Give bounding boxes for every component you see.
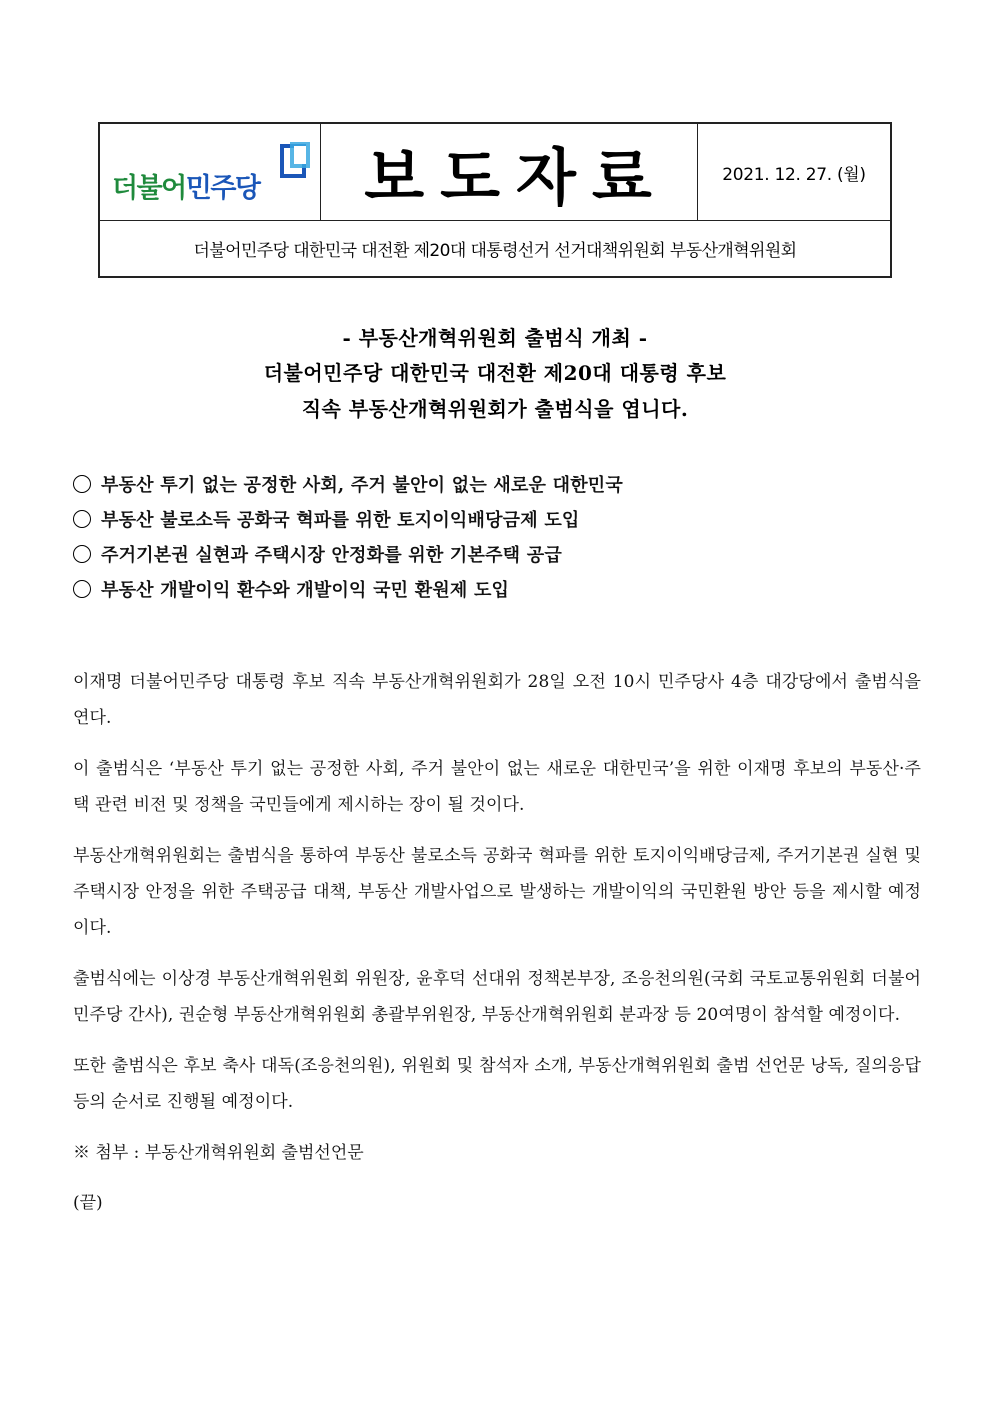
organization-name: 더불어민주당 대한민국 대전환 제20대 대통령선거 선거대책위원회 부동산개혁위원회: [193, 241, 797, 261]
attachment-note: ※ 첨부 : 부동산개혁위원회 출범선언문: [73, 1143, 364, 1163]
bullet-text: 부동산 개발이익 환수와 개발이익 국민 환원제 도입: [101, 579, 510, 601]
bullet-text: 주거기본권 실현과 주택시장 안정화를 위한 기본주택 공급: [101, 544, 562, 566]
body-paragraph: 부동산개혁위원회는 출범식을 통하여 부동산 불로소득 공화국 혁파를 위한 토지이익배당금제, 주거기본권 실현 및 주택시장 안정을 위한 주택공급 대책, 부동산 개발사업으로 발생하는 개발이익의 국민환원 방안 등을 제시할 예정이다.: [73, 846, 921, 938]
circle-bullet-icon: [73, 580, 91, 598]
party-logo-icon: [280, 142, 312, 182]
party-logo-cell: [100, 124, 321, 220]
body-text: [73, 664, 921, 1221]
body-paragraph: 또한 출범식은 후보 축사 대독(조응천의원), 위원회 및 참석자 소개, 부동산개혁위원회 출범 선언문 낭독, 질의응답 등의 순서로 진행될 예정이다.: [73, 1056, 921, 1112]
body-paragraph: 이재명 더불어민주당 대통령 후보 직속 부동산개혁위원회가 28일 오전 10시 민주당사 4층 대강당에서 출범식을 연다.: [73, 672, 921, 728]
bullet-item: [73, 536, 923, 571]
logo-text-blue: 민주당: [185, 173, 260, 204]
bullet-text: 부동산 투기 없는 공정한 사회, 주거 불안이 없는 새로운 대한민국: [101, 474, 623, 496]
body-paragraph: 이 출범식은 ‘부동산 투기 없는 공정한 사회, 주거 불안이 없는 새로운 대한민국’을 위한 이재명 후보의 부동산·주택 관련 비전 및 정책을 국민들에게 제시하는 장이 될 것이다.: [73, 759, 921, 815]
headline-line-3: 직속 부동산개혁위원회가 출범식을 엽니다.: [301, 397, 689, 421]
release-date: 2021. 12. 27. (월): [722, 164, 866, 185]
bullet-item: [73, 571, 923, 606]
press-title-cell: [321, 124, 698, 220]
press-header-table: [98, 122, 892, 278]
bullet-text: 부동산 불로소득 공화국 혁파를 위한 토지이익배당금제 도입: [101, 509, 580, 531]
circle-bullet-icon: [73, 545, 91, 563]
bullet-list: [73, 466, 923, 606]
date-cell: [698, 124, 890, 220]
end-mark: (끝): [73, 1193, 103, 1213]
circle-bullet-icon: [73, 510, 91, 528]
headline-line-1: - 부동산개혁위원회 출범식 개최 -: [342, 326, 648, 350]
headline-line-2: 더불어민주당 대한민국 대전환 제20대 대통령 후보: [263, 361, 727, 385]
bullet-item: [73, 466, 923, 501]
party-logo-text: [112, 166, 260, 205]
bullet-item: [73, 501, 923, 536]
body-paragraph: 출범식에는 이상경 부동산개혁위원회 위원장, 윤후덕 선대위 정책본부장, 조응천의원(국회 국토교통위원회 더불어민주당 간사), 권순형 부동산개혁위원회 총괄부위원장, 부동산개혁위원회 분과장 등 20여명이 참석할 예정이다.: [73, 969, 921, 1025]
circle-bullet-icon: [73, 475, 91, 493]
header-top-row: [100, 124, 890, 221]
press-title: 보도자료: [364, 140, 668, 214]
header-bottom-row: [100, 221, 890, 276]
logo-text-green: 더불어: [112, 173, 186, 204]
